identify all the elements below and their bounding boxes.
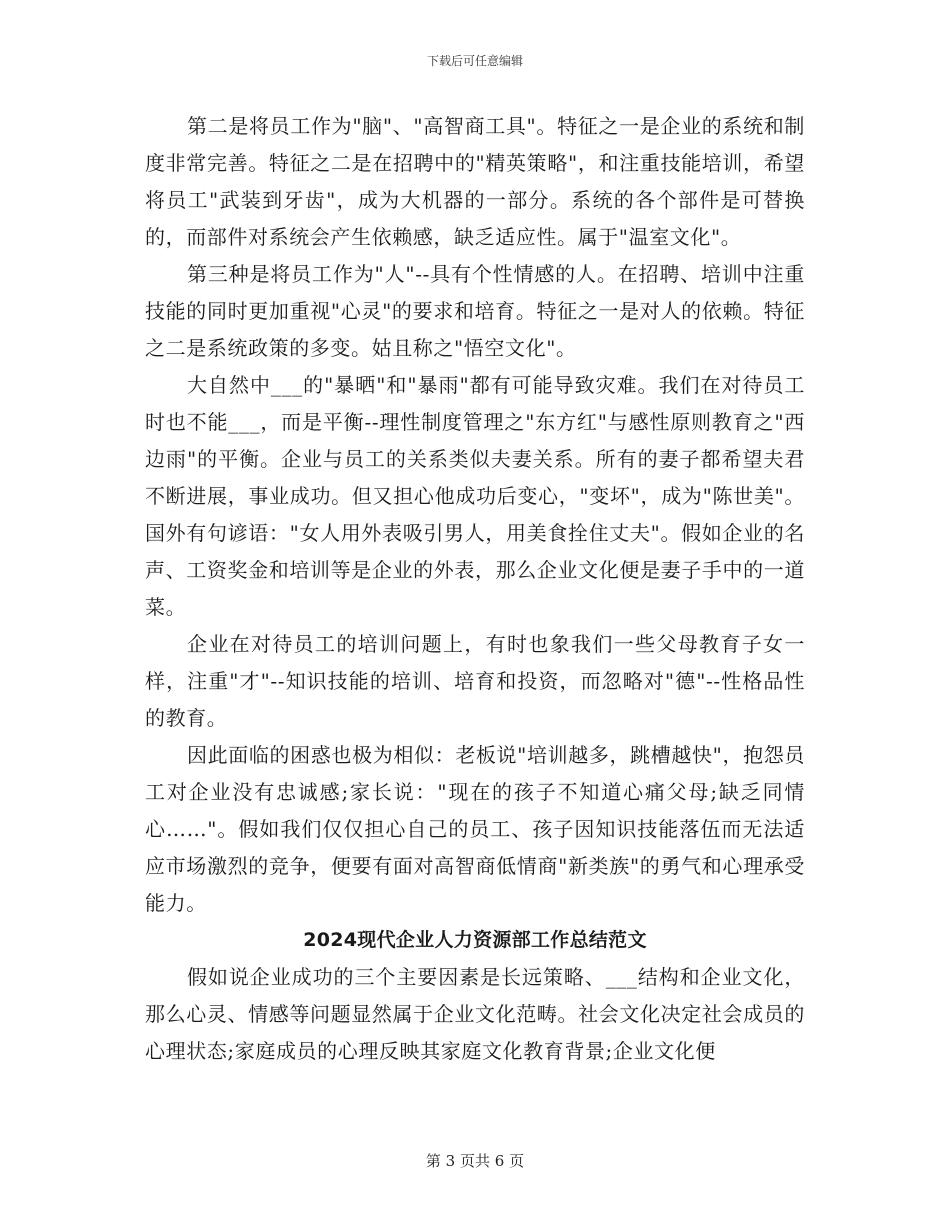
paragraph: 企业在对待员工的培训问题上，有时也象我们一些父母教育子女一样，注重"才"--知识技能的培训、培育和投资，而忽略对"德"--性格品性的教育。	[145, 632, 805, 730]
section-title: 2024现代企业人力资源部工作总结范文	[303, 929, 647, 951]
document-body	[145, 108, 805, 1070]
paragraph: 第二是将员工作为"脑"、"高智商工具"。特征之一是企业的系统和制度非常完善。特征之二是在招聘中的"精英策略"，和注重技能培训，希望将员工"武装到牙齿"，成为大机器的一部分。系统的各个部件是可替换的，而部件对系统会产生依赖感，缺乏适应性。属于"温室文化"。	[145, 114, 805, 249]
page-header-note: 下载后可任意编辑	[426, 54, 523, 68]
paragraph: 假如说企业成功的三个主要因素是长远策略、___结构和企业文化，那么心灵、情感等问题显然属于企业文化范畴。社会文化决定社会成员的心理状态;家庭成员的心理反映其家庭文化教育背景;企业文化便	[145, 965, 805, 1063]
paragraph: 大自然中___的"暴晒"和"暴雨"都有可能导致灾难。我们在对待员工时也不能___，而是平衡--理性制度管理之"东方红"与感性原则教育之"西边雨"的平衡。企业与员工的关系类似夫妻关系。所有的妻子都希望夫君不断进展，事业成功。但又担心他成功后变心，"变坏"，成为"陈世美"。国外有句谚语："女人用外表吸引男人，用美食拴住丈夫"。假如企业的名声、工资奖金和培训等是企业的外表，那么企业文化便是妻子手中的一道菜。	[145, 373, 805, 619]
paragraph: 第三种是将员工作为"人"--具有个性情感的人。在招聘、培训中注重技能的同时更加重视"心灵"的要求和培育。特征之一是对人的依赖。特征之二是系统政策的多变。姑且称之"悟空文化"。	[145, 262, 805, 360]
page-number: 第 3 页共 6 页	[425, 1152, 525, 1170]
paragraph: 因此面临的困惑也极为相似：老板说"培训越多，跳槽越快"，抱怨员工对企业没有忠诚感;家长说："现在的孩子不知道心痛父母;缺乏同情心……"。假如我们仅仅担心自己的员工、孩子因知识技能落伍而无法适应市场激烈的竞争，便要有面对高智商低情商"新类族"的勇气和心理承受能力。	[145, 743, 805, 915]
